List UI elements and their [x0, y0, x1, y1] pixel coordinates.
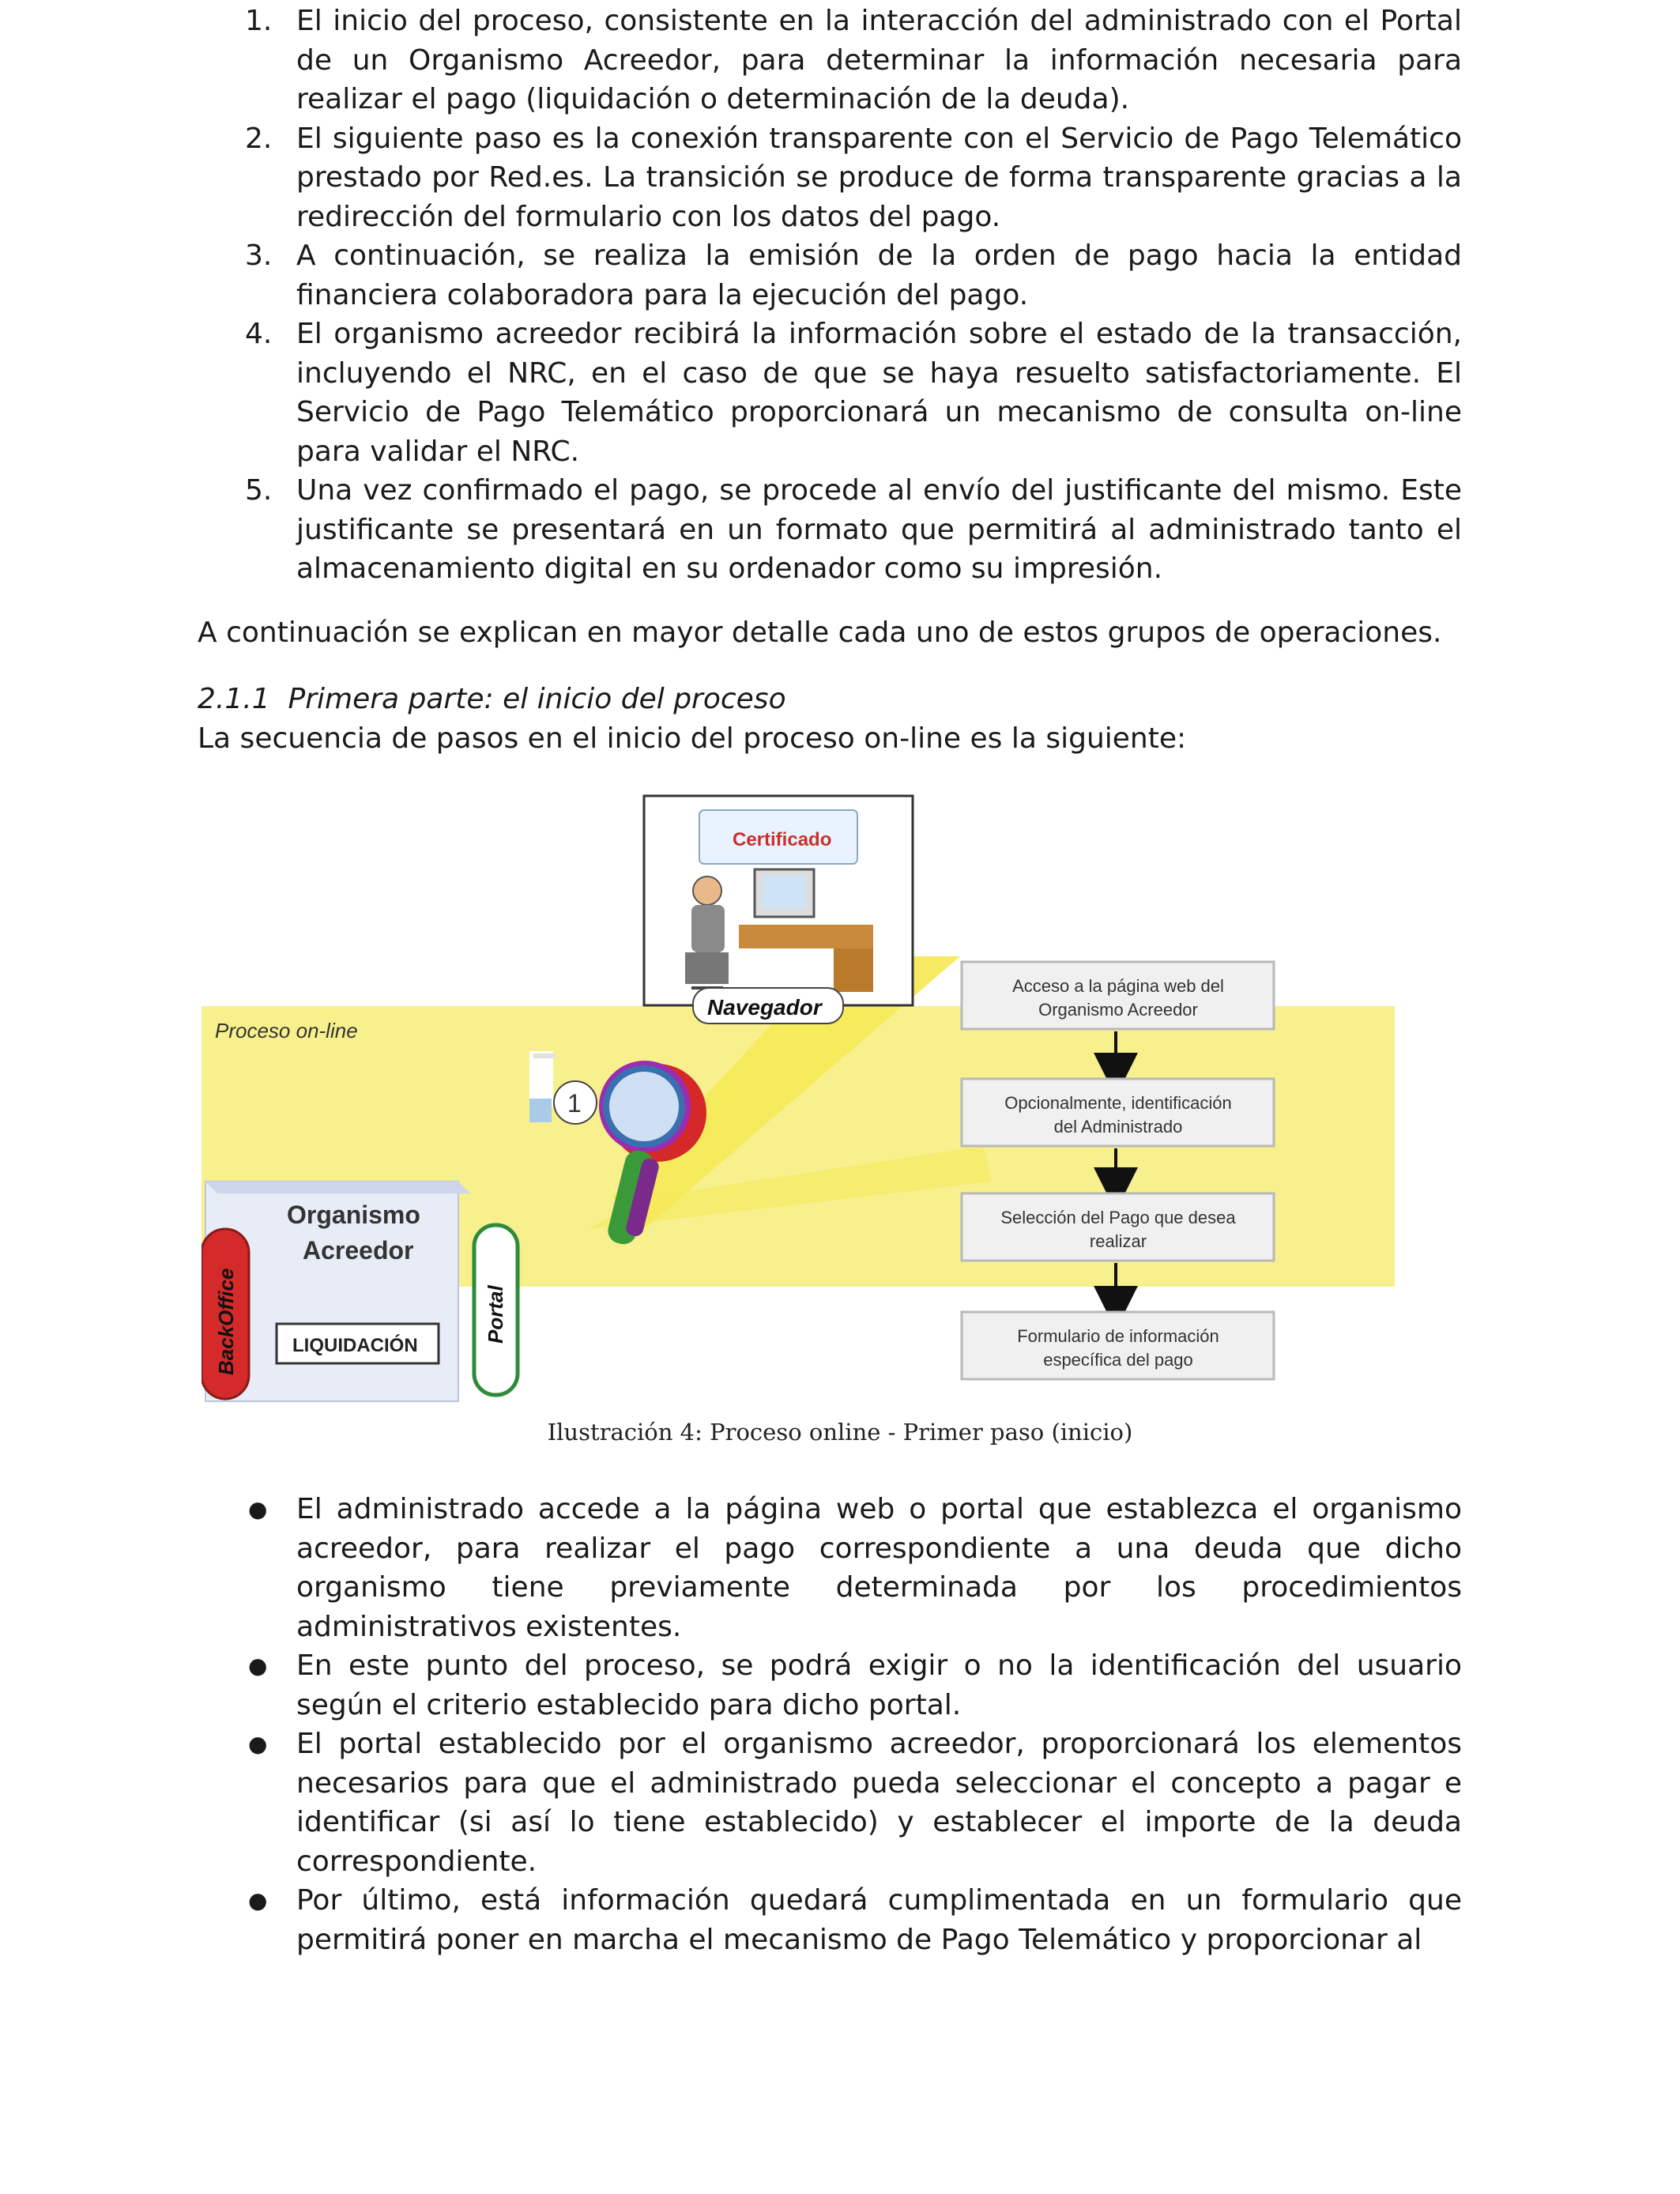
section-heading: 2.1.1 Primera parte: el inicio del proceso: [198, 683, 786, 715]
user-workstation: [644, 796, 913, 1005]
bullet-icon: ●: [248, 1731, 268, 1757]
numbered-list: [198, 2, 1462, 589]
org-title-line1: Organismo: [287, 1201, 420, 1229]
bullet-item: [198, 1646, 1462, 1725]
bullet-item-text: El portal establecido por el organismo acreedor, proporcionará los elementos necesarios para que el administrado pueda seleccionar el concepto a pagar e identificar (si así lo tiene establecido) y establecer el importe de la deuda correspondiente.: [296, 1728, 1462, 1878]
bullet-item: [198, 1881, 1462, 1959]
list-item: [198, 471, 1462, 589]
list-number: 5.: [245, 474, 273, 507]
flow-step-line2: específica del pago: [1043, 1350, 1193, 1370]
section-lead: La secuencia de pasos en el inicio del proceso on-line es la siguiente:: [198, 722, 1187, 755]
flow-step-line2: realizar: [1089, 1231, 1147, 1251]
bullet-list: [198, 1490, 1462, 1959]
step-number: 1: [567, 1089, 582, 1118]
browser-label: Navegador: [707, 995, 822, 1020]
bullet-item-text: El administrado accede a la página web o portal que establezca el organismo acreedor, para realizar el pago correspondiente a una deuda que dicho organismo tiene previamente determinada por los procedimientos administrativos existentes.: [296, 1493, 1462, 1643]
flow-step-1: [962, 962, 1274, 1029]
bullet-icon: ●: [248, 1887, 268, 1913]
figure-caption: Ilustración 4: Proceso online - Primer paso (inicio): [547, 1419, 1133, 1446]
browser-badge: [693, 988, 843, 1023]
list-item-text: El siguiente paso es la conexión transparente con el Servicio de Pago Telemático prestado por Red.es. La transición se produce de forma transparente gracias a la redirección del formulario con los datos del pago.: [296, 122, 1462, 233]
process-label: Proceso on-line: [215, 1019, 358, 1042]
list-item-text: A continuación, se realiza la emisión de la orden de pago hacia la entidad financiera colaboradora para la ejecución del pago.: [296, 239, 1462, 311]
list-number: 3.: [245, 239, 273, 272]
bullet-icon: ●: [248, 1653, 268, 1679]
flow-step-line1: Formulario de información: [1017, 1326, 1219, 1346]
flow-step-line2: del Administrado: [1053, 1117, 1183, 1137]
bullet-icon: ●: [248, 1496, 268, 1522]
list-item: [198, 315, 1462, 471]
liquidacion-label: LIQUIDACIÓN: [292, 1335, 418, 1356]
flow-step-line1: Opcionalmente, identificación: [1004, 1093, 1232, 1113]
process-diagram: [202, 786, 1403, 1403]
backoffice-pill: [202, 1229, 249, 1399]
list-item: [198, 119, 1462, 237]
flow-step-4: [962, 1312, 1274, 1379]
list-number: 4.: [245, 318, 273, 350]
backoffice-label: BackOffice: [214, 1268, 238, 1375]
flow-step-3: [962, 1193, 1274, 1261]
bullet-item-text: Por último, está información quedará cumplimentada en un formulario que permitirá poner en marcha el mecanismo de Pago Telemático y proporcionar al: [296, 1884, 1462, 1956]
list-number: 1.: [245, 5, 273, 37]
flow-step-line1: Acceso a la página web del: [1012, 976, 1224, 996]
portal-pill: [474, 1225, 518, 1395]
portal-label: Portal: [484, 1285, 507, 1344]
bullet-item-text: En este punto del proceso, se podrá exigir o no la identificación del usuario según el criterio establecido para dicho portal.: [296, 1649, 1462, 1721]
list-item-text: El inicio del proceso, consistente en la interacción del administrado con el Portal de un Organismo Acreedor, para determinar la información necesaria para realizar el pago (liquidación o determinación de la deuda).: [296, 5, 1462, 115]
bullet-item: [198, 1490, 1462, 1646]
flow-step-2: [962, 1079, 1274, 1146]
bullet-item: [198, 1725, 1462, 1881]
flow-step-line1: Selección del Pago que desea: [1000, 1208, 1236, 1227]
list-item-text: El organismo acreedor recibirá la información sobre el estado de la transacción, incluyendo el NRC, en el caso de que se haya resuelto satisfactoriamente. El Servicio de Pago Telemático proporcionará un mecanismo de consulta on-line para validar el NRC.: [296, 318, 1462, 468]
flow-step-line2: Organismo Acreedor: [1038, 1000, 1198, 1020]
list-item: [198, 2, 1462, 119]
list-item-text: Una vez confirmado el pago, se procede al envío del justificante del mismo. Este justificante se presentará en un formato que permitirá al administrado tanto el almacenamiento digital en su ordenador como su impresión.: [296, 474, 1462, 585]
org-title-line2: Acreedor: [303, 1236, 414, 1265]
list-item: [198, 236, 1462, 315]
intro-paragraph: A continuación se explican en mayor detalle cada uno de estos grupos de operaciones.: [198, 616, 1442, 649]
certificate-label: Certificado: [733, 829, 832, 850]
list-number: 2.: [245, 122, 273, 155]
